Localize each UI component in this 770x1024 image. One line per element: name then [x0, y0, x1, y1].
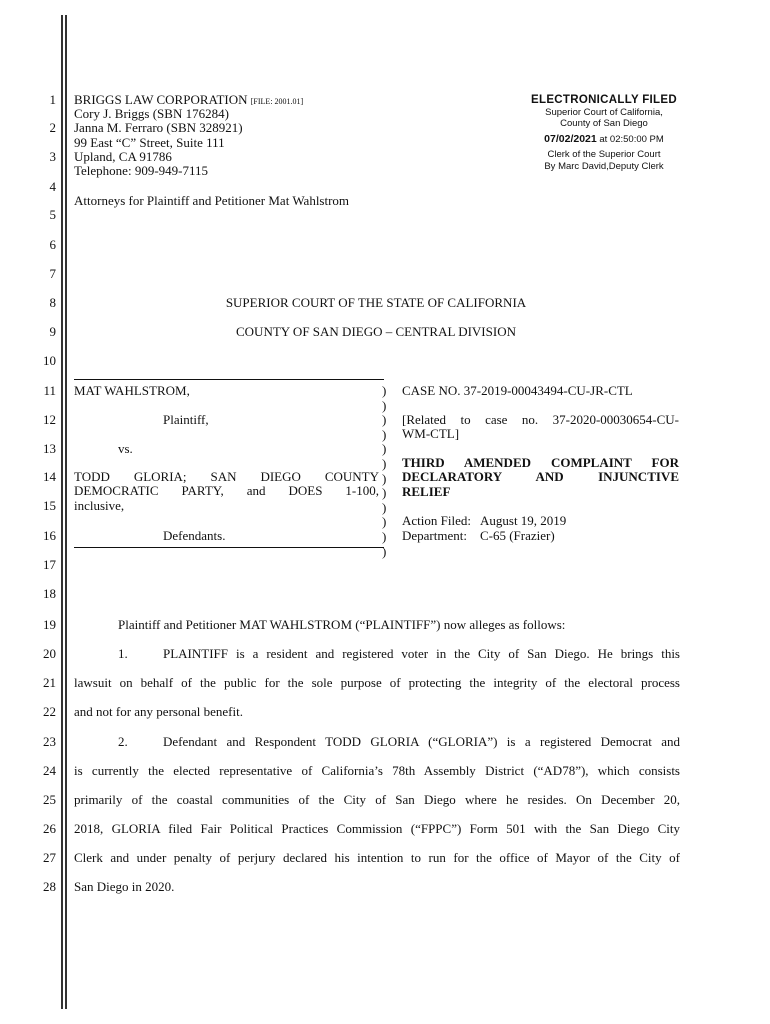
caption-paren: ) [382, 470, 387, 486]
line-number: 20 [43, 646, 56, 661]
related-case-line1: [Related to case no. 37-2020-00030654-CU- [402, 412, 679, 427]
stamp-time: at 02:50:00 PM [599, 133, 664, 145]
firm-name-text: BRIGGS LAW CORPORATION [74, 92, 248, 107]
action-filed: Action Filed: August 19, 2019 [402, 513, 567, 528]
attorneys-for: Attorneys for Plaintiff and Petitioner Mat Wahlstrom [74, 193, 350, 208]
court-division: COUNTY OF SAN DIEGO – CENTRAL DIVISION [236, 324, 516, 339]
stamp-court: Superior Court of California, [545, 106, 663, 118]
caption-paren: ) [382, 397, 387, 413]
document-title-line3: RELIEF [402, 484, 451, 499]
line-number: 9 [49, 324, 56, 339]
stamp-datetime [520, 134, 688, 146]
department: Department: C-65 (Frazier) [402, 528, 555, 543]
caption-paren: ) [382, 426, 387, 442]
line-number: 6 [49, 237, 56, 252]
caption-plaintiff: MAT WAHLSTROM, [74, 383, 190, 398]
caption-paren: ) [382, 529, 387, 544]
document-title-line1: THIRD AMENDED COMPLAINT FOR [402, 455, 679, 470]
paragraph-2-line1: Defendant and Respondent TODD GLORIA (“GLORIA”) is a registered Democrat and [163, 734, 680, 749]
caption-paren: ) [382, 514, 387, 530]
city-address: Upland, CA 91786 [74, 149, 172, 164]
caption-defendants-line2: DEMOCRATIC PARTY, and DOES 1-100, [74, 483, 379, 498]
caption-versus: vs. [118, 441, 133, 456]
line-number: 2 [49, 120, 56, 135]
line-number: 16 [43, 528, 56, 543]
line-number: 22 [43, 704, 56, 719]
attorney-briggs: Cory J. Briggs (SBN 176284) [74, 106, 229, 121]
caption-plaintiff-role: Plaintiff, [163, 412, 209, 427]
caption-defendants-line1: TODD GLORIA; SAN DIEGO COUNTY [74, 469, 379, 484]
line-number: 1 [49, 92, 56, 107]
stamp-heading: ELECTRONICALLY FILED [531, 94, 677, 106]
line-number: 14 [43, 469, 56, 484]
line-number: 11 [43, 383, 56, 398]
line-number: 10 [43, 353, 56, 368]
caption-top-rule [74, 379, 384, 380]
line-number: 23 [43, 734, 56, 749]
caption-defendants-role: Defendants. [163, 528, 226, 543]
caption-paren: ) [382, 485, 387, 501]
line-number: 18 [43, 586, 56, 601]
street-address: 99 East “C” Street, Suite 111 [74, 135, 225, 150]
margin-rule-left [61, 15, 63, 1009]
related-case-line2: WM-CTL] [402, 426, 460, 441]
caption-paren: ) [382, 456, 387, 471]
line-number: 7 [49, 266, 56, 281]
telephone: Telephone: 909-949-7115 [74, 163, 208, 178]
paragraph-2-line5: Clerk and under penalty of perjury declared his intention to run for the office of Mayor of the City of [74, 850, 680, 865]
line-number: 4 [49, 179, 56, 194]
paragraph-1-number: 1. [118, 646, 128, 661]
line-number: 13 [43, 441, 56, 456]
line-number: 28 [43, 879, 56, 894]
paragraph-1-line2: lawsuit on behalf of the public for the sole purpose of protecting the integrity of the electoral process [74, 675, 680, 690]
paragraph-2-line2: is currently the elected representative of California’s 78th Assembly District (“AD78”), which consists [74, 763, 680, 778]
line-number: 15 [43, 498, 56, 513]
paragraph-1-line3: and not for any personal benefit. [74, 704, 243, 719]
caption-paren: ) [382, 412, 387, 428]
line-number: 8 [49, 295, 56, 310]
caption-paren: ) [382, 499, 387, 515]
paragraph-1-line1: PLAINTIFF is a resident and registered voter in the City of San Diego. He brings this [163, 646, 680, 661]
intro-paragraph: Plaintiff and Petitioner MAT WAHLSTROM (“PLAINTIFF”) now alleges as follows: [118, 617, 566, 632]
caption-paren: ) [382, 441, 387, 457]
file-reference: [FILE: 2001.01] [250, 97, 304, 106]
stamp-deputy: By Marc David,Deputy Clerk [544, 160, 664, 172]
paragraph-2-line3: primarily of the coastal communities of the City of San Diego where he resides. On December 20, [74, 792, 680, 807]
electronic-filing-stamp [520, 95, 688, 172]
paragraph-2-number: 2. [118, 734, 128, 749]
line-number: 12 [43, 412, 56, 427]
margin-rule-left-inner [65, 15, 67, 1009]
stamp-date: 07/02/2021 [544, 132, 597, 145]
line-number: 27 [43, 850, 56, 865]
attorney-ferraro: Janna M. Ferraro (SBN 328921) [74, 120, 243, 135]
line-number: 21 [43, 675, 56, 690]
line-number: 17 [43, 557, 56, 572]
line-number: 19 [43, 617, 56, 632]
paragraph-2-line6: San Diego in 2020. [74, 879, 175, 894]
caption-paren: ) [382, 543, 387, 559]
line-number: 25 [43, 792, 56, 807]
court-name: SUPERIOR COURT OF THE STATE OF CALIFORNIA [225, 295, 527, 310]
case-number: CASE NO. 37-2019-00043494-CU-JR-CTL [402, 383, 633, 398]
line-number: 24 [43, 763, 56, 778]
line-number: 3 [49, 149, 56, 164]
stamp-clerk: Clerk of the Superior Court [547, 149, 661, 160]
line-number: 26 [43, 821, 56, 836]
caption-paren: ) [382, 383, 387, 398]
paragraph-2-line4: 2018, GLORIA filed Fair Political Practices Commission (“FPPC”) Form 501 with the San Diego City [74, 821, 680, 836]
document-title-line2: DECLARATORY AND INJUNCTIVE [402, 469, 679, 484]
stamp-county: County of San Diego [560, 118, 648, 129]
line-number: 5 [49, 207, 56, 222]
caption-bottom-rule [74, 547, 384, 548]
caption-defendants-line3: inclusive, [74, 498, 125, 513]
